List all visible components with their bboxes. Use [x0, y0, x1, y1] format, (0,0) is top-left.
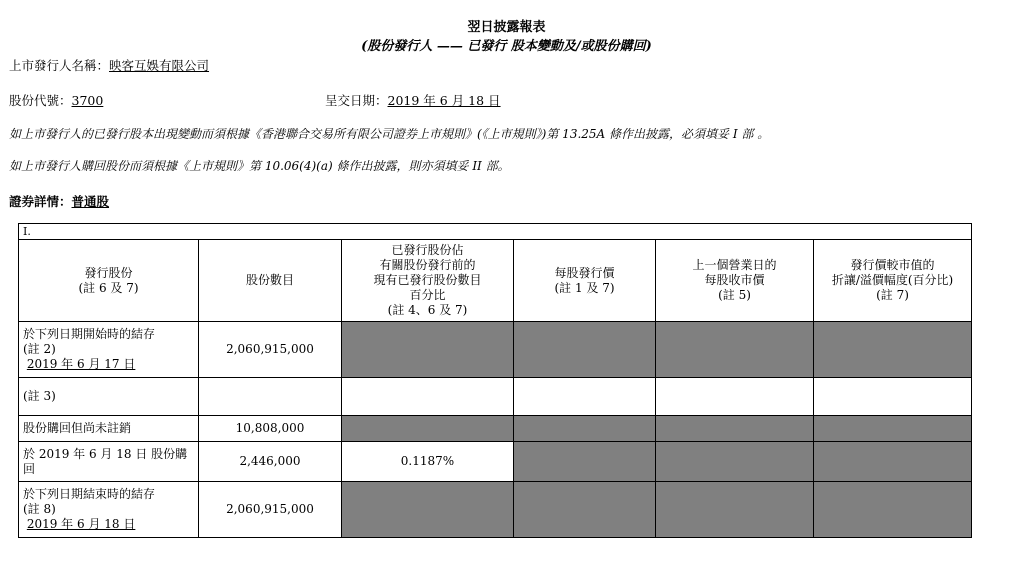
securities-label: 證券詳情：	[9, 194, 72, 209]
row-shares: 2,060,915,000	[199, 482, 342, 538]
table-row	[19, 416, 972, 442]
shaded-cell	[342, 482, 514, 538]
issuer-label: 上市發行人名稱：	[9, 58, 110, 73]
note-part-2: 如上市發行人購回股份而須根據《上市規則》第 10.06(4)(a) 條作出披露，則亦須填妥 II 部。	[9, 159, 510, 173]
report-title: 翌日披露報表	[467, 20, 546, 35]
table-row	[19, 322, 972, 378]
shaded-cell	[342, 322, 514, 378]
issuer-name: 映客互娛有限公司	[109, 58, 210, 73]
submit-date-label: 呈交日期：	[325, 93, 388, 108]
shaded-cell	[814, 442, 972, 482]
row-label: 於 2019 年 6 月 18 日 股份購 回	[19, 442, 199, 482]
securities-line	[9, 192, 109, 210]
stock-code-line	[9, 91, 103, 109]
row-date: 2019 年 6 月 18 日	[26, 517, 136, 531]
header-closing-price: 上一個營業日的 每股收市價 (註 5)	[656, 240, 814, 322]
note-part-1: 如上市發行人的已發行股本出現變動而須根據《香港聯合交易所有限公司證券上市規則》(《上市規則》)第 13.25A 條作出披露，必須填妥 I 部 。	[9, 127, 770, 141]
header-share-count: 股份數目	[199, 240, 342, 322]
empty-cell	[814, 378, 972, 416]
shaded-cell	[514, 416, 656, 442]
stock-code-value: 3700	[71, 93, 104, 108]
shaded-cell	[342, 416, 514, 442]
row-shares	[199, 378, 342, 416]
report-subtitle: (股份發行人 —— 已發行 股本變動及/或股份購回)	[361, 39, 652, 54]
shaded-cell	[814, 322, 972, 378]
section-label: I.	[19, 224, 972, 240]
securities-value: 普通股	[71, 194, 110, 209]
empty-cell	[514, 378, 656, 416]
row-pct	[342, 378, 514, 416]
shaded-cell	[814, 482, 972, 538]
shaded-cell	[656, 416, 814, 442]
header-issue-price: 每股發行價 (註 1 及 7)	[514, 240, 656, 322]
table-row	[19, 442, 972, 482]
row-shares: 2,060,915,000	[199, 322, 342, 378]
shaded-cell	[514, 322, 656, 378]
shaded-cell	[514, 442, 656, 482]
issuer-line	[9, 56, 209, 74]
row-shares: 2,446,000	[199, 442, 342, 482]
header-discount: 發行價較市值的 折讓/溢價幅度(百分比) (註 7)	[814, 240, 972, 322]
row-date: 2019 年 6 月 17 日	[26, 357, 136, 371]
submit-date-value: 2019 年 6 月 18 日	[387, 93, 501, 108]
submit-date-line	[325, 91, 501, 109]
row-shares: 10,808,000	[199, 416, 342, 442]
shaded-cell	[814, 416, 972, 442]
shaded-cell	[656, 442, 814, 482]
row-pct: 0.1187%	[342, 442, 514, 482]
header-percentage: 已發行股份佔 有關股份發行前的 現有已發行股份數目 百分比 (註 4、6 及 7)	[342, 240, 514, 322]
empty-cell	[656, 378, 814, 416]
table-row	[19, 482, 972, 538]
row-label: 於下列日期開始時的結存 (註 2) 2019 年 6 月 17 日	[19, 322, 199, 378]
shaded-cell	[514, 482, 656, 538]
disclosure-table	[18, 223, 972, 538]
row-label: (註 3)	[19, 378, 199, 416]
shaded-cell	[656, 322, 814, 378]
stock-code-label: 股份代號：	[9, 93, 72, 108]
header-issued-shares: 發行股份 (註 6 及 7)	[19, 240, 199, 322]
table-row	[19, 378, 972, 416]
shaded-cell	[656, 482, 814, 538]
row-label: 於下列日期結束時的結存 (註 8) 2019 年 6 月 18 日	[19, 482, 199, 538]
section-row	[19, 224, 972, 240]
header-row	[19, 240, 972, 322]
row-label: 股份購回但尚未註銷	[19, 416, 199, 442]
